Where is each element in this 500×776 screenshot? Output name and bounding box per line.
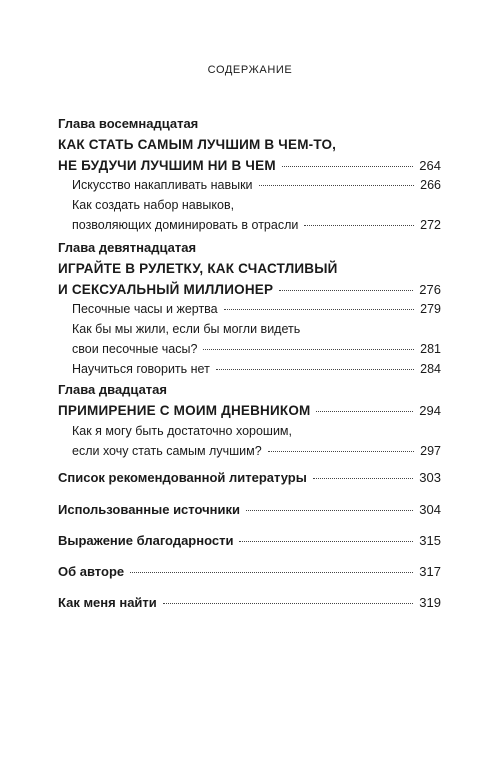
subsection-title: Как бы мы жили, если бы могли видеть bbox=[72, 322, 301, 336]
page-number: 315 bbox=[419, 533, 441, 548]
section-title: Об авторе bbox=[58, 564, 125, 579]
chapter-18-title bbox=[58, 134, 441, 176]
subsection-entry bbox=[72, 319, 441, 359]
section-entry bbox=[58, 564, 441, 579]
subsection-entry bbox=[72, 421, 441, 461]
chapter-20-title bbox=[58, 400, 441, 421]
page-number: 272 bbox=[420, 218, 441, 232]
chapter-title-line: НЕ БУДУЧИ ЛУЧШИМ НИ В ЧЕМ bbox=[58, 158, 276, 173]
chapter-20-label: Глава двадцатая bbox=[58, 382, 167, 397]
subsection-title: свои песочные часы? bbox=[72, 342, 198, 356]
page-number: 294 bbox=[419, 403, 441, 418]
dot-leader bbox=[224, 308, 415, 310]
page-number: 266 bbox=[420, 178, 441, 192]
subsection-entry bbox=[72, 299, 441, 319]
subsection-title: позволяющих доминировать в отрасли bbox=[72, 218, 299, 232]
subsection-title: Искусство накапливать навыки bbox=[72, 178, 253, 192]
subsection-title: Как я могу быть достаточно хорошим, bbox=[72, 424, 293, 438]
page-title: СОДЕРЖАНИЕ bbox=[207, 64, 293, 76]
page-number: 279 bbox=[420, 302, 441, 316]
page-number: 319 bbox=[419, 595, 441, 610]
page-number: 304 bbox=[419, 502, 441, 517]
section-title: Как меня найти bbox=[58, 595, 157, 610]
subsection-entry bbox=[72, 175, 441, 195]
dot-leader bbox=[216, 368, 414, 370]
page-number: 264 bbox=[419, 158, 441, 173]
chapter-19-title bbox=[58, 258, 441, 300]
dot-leader bbox=[163, 602, 414, 604]
dot-leader bbox=[203, 348, 414, 350]
page-number: 276 bbox=[419, 282, 441, 297]
chapter-19-label: Глава девятнадцатая bbox=[58, 240, 197, 255]
section-title: Выражение благодарности bbox=[58, 533, 234, 548]
dot-leader bbox=[304, 224, 414, 226]
chapter-title-line: ИГРАЙТЕ В РУЛЕТКУ, КАК СЧАСТЛИВЫЙ bbox=[58, 261, 338, 276]
section-entry bbox=[58, 595, 441, 610]
dot-leader bbox=[268, 450, 414, 452]
dot-leader bbox=[246, 509, 413, 511]
subsection-title: Как создать набор навыков, bbox=[72, 198, 235, 212]
chapter-title-line: И СЕКСУАЛЬНЫЙ МИЛЛИОНЕР bbox=[58, 282, 274, 297]
subsection-entry bbox=[72, 195, 441, 235]
page-number: 303 bbox=[419, 470, 441, 485]
dot-leader bbox=[279, 289, 413, 291]
dot-leader bbox=[316, 410, 413, 412]
chapter-title-line: КАК СТАТЬ САМЫМ ЛУЧШИМ В ЧЕМ-ТО, bbox=[58, 137, 337, 152]
dot-leader bbox=[313, 477, 414, 479]
section-entry bbox=[58, 502, 441, 517]
dot-leader bbox=[130, 571, 413, 573]
dot-leader bbox=[282, 165, 414, 167]
page-number: 284 bbox=[420, 362, 441, 376]
subsection-title: Научиться говорить нет bbox=[72, 362, 210, 376]
dot-leader bbox=[259, 184, 415, 186]
page-number: 317 bbox=[419, 564, 441, 579]
subsection-entry bbox=[72, 359, 441, 379]
chapter-18-label: Глава восемнадцатая bbox=[58, 116, 199, 131]
page-number: 281 bbox=[420, 342, 441, 356]
section-title: Список рекомендованной литературы bbox=[58, 470, 307, 485]
chapter-title-line: ПРИМИРЕНИЕ С МОИМ ДНЕВНИКОМ bbox=[58, 403, 311, 418]
section-entry bbox=[58, 470, 441, 485]
section-entry bbox=[58, 533, 441, 548]
dot-leader bbox=[239, 540, 413, 542]
subsection-title: Песочные часы и жертва bbox=[72, 302, 218, 316]
section-title: Использованные источники bbox=[58, 502, 240, 517]
page-number: 297 bbox=[420, 444, 441, 458]
subsection-title: если хочу стать самым лучшим? bbox=[72, 444, 262, 458]
